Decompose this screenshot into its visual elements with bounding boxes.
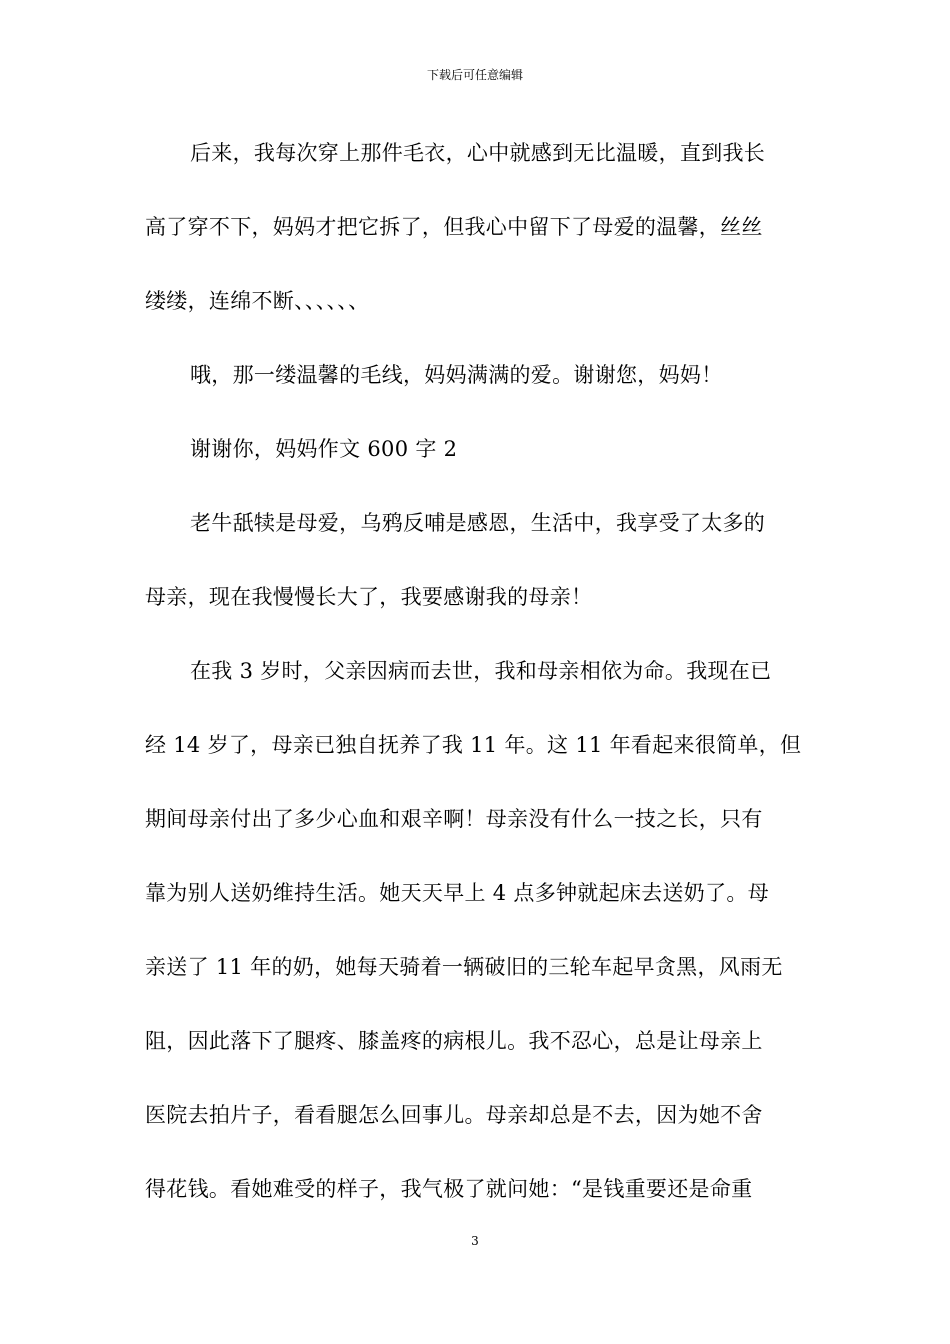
body-line: 医院去拍片子，看看腿怎么回事儿。母亲却总是不去，因为她不舍 (145, 1103, 763, 1127)
body-line: 后来，我每次穿上那件毛衣，心中就感到无比温暖，直到我长 (190, 141, 766, 165)
body-line: 哦，那一缕温馨的毛线，妈妈满满的爱。谢谢您，妈妈！ (190, 363, 723, 387)
body-line: 高了穿不下，妈妈才把它拆了，但我心中留下了母爱的温馨，丝丝 (145, 215, 763, 239)
body-line: 在我 3 岁时，父亲因病而去世，我和母亲相依为命。我现在已 (190, 659, 772, 683)
body-line: 经 14 岁了，母亲已独自抚养了我 11 年。这 11 年看起来很简单，但 (145, 733, 802, 757)
page-number: 3 (471, 1234, 479, 1248)
page-header: 下载后可任意编辑 (426, 68, 523, 82)
section-heading: 谢谢你，妈妈作文 600 字 2 (190, 437, 458, 461)
document-body (145, 134, 809, 1244)
body-line: 老牛舐犊是母爱，乌鸦反哺是感恩，生活中，我享受了太多的 (190, 511, 766, 535)
body-line: 阻，因此落下了腿疼、膝盖疼的病根儿。我不忍心，总是让母亲上 (145, 1029, 763, 1053)
body-line: 母亲，现在我慢慢长大了，我要感谢我的母亲！ (145, 585, 593, 609)
body-line: 得花钱。看她难受的样子，我气极了就问她：“是钱重要还是命重 (145, 1177, 753, 1201)
body-line: 靠为别人送奶维持生活。她天天早上 4 点多钟就起床去送奶了。母 (145, 881, 770, 905)
body-line: 期间母亲付出了多少心血和艰辛啊！母亲没有什么一技之长，只有 (145, 807, 763, 831)
body-line: 缕缕，连绵不断、、、、、、 (145, 289, 370, 313)
body-line: 亲送了 11 年的奶，她每天骑着一辆破旧的三轮车起早贪黑，风雨无 (145, 955, 783, 979)
